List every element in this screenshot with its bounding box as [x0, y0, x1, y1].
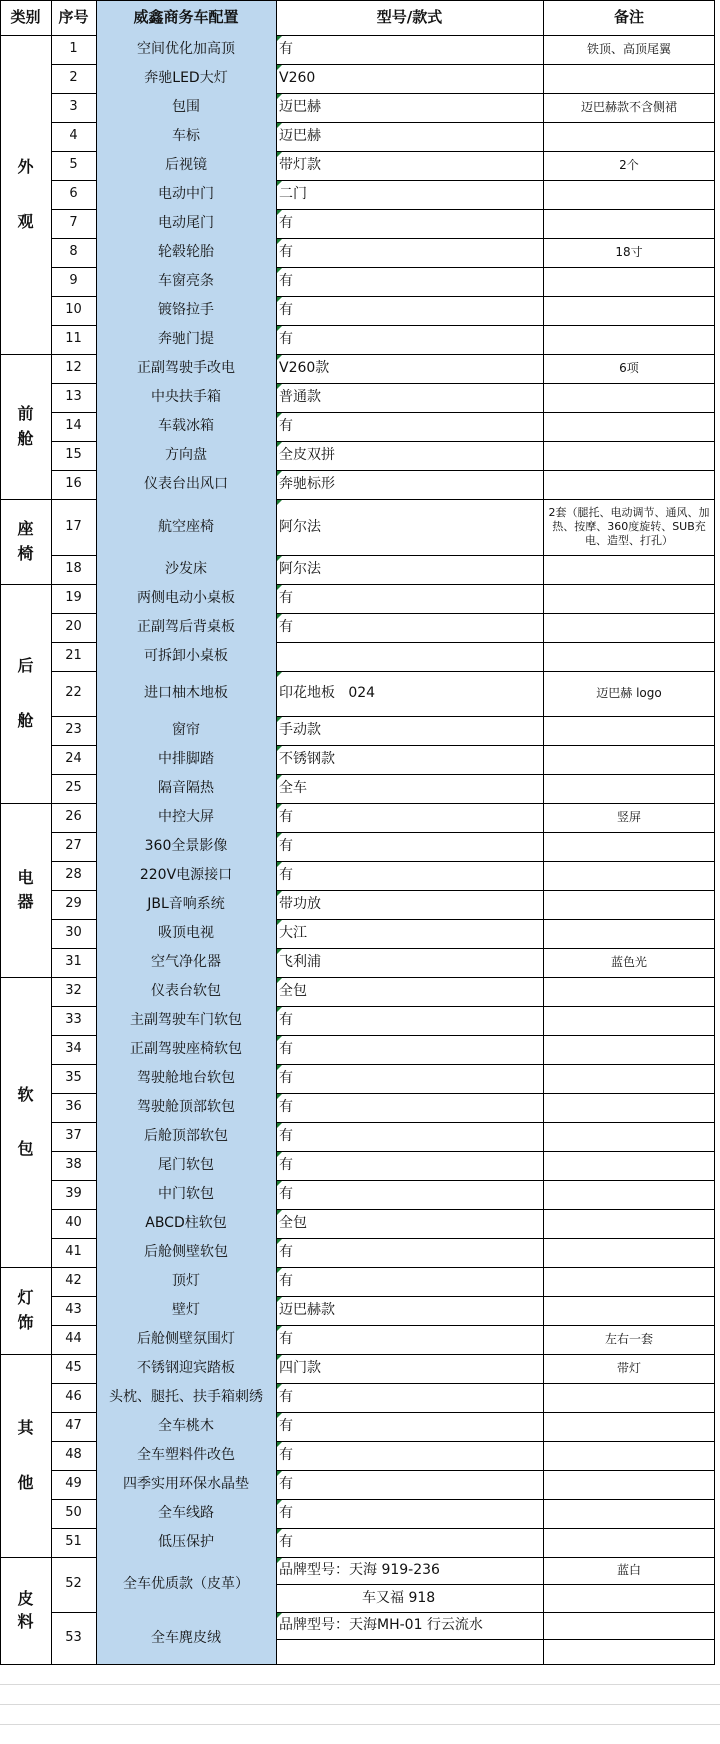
cell-comment-marker	[277, 1413, 282, 1418]
row-number: 7	[69, 215, 78, 231]
note-cell[interactable]	[543, 209, 715, 238]
grid-line	[714, 0, 715, 1665]
row-number: 16	[65, 476, 82, 492]
cell-comment-marker	[277, 1558, 282, 1563]
config-item: 正副驾后背桌板	[96, 613, 276, 642]
config-item: 后舱顶部软包	[96, 1122, 276, 1151]
config-item: 中控大屏	[96, 803, 276, 832]
model-cell[interactable]: 有	[279, 1244, 293, 1261]
row-number: 8	[69, 244, 78, 260]
model-cell[interactable]: 有	[279, 590, 293, 607]
row-number: 42	[65, 1273, 82, 1289]
cell-comment-marker	[277, 833, 282, 838]
note-cell[interactable]	[543, 64, 715, 93]
config-item: ABCD柱软包	[96, 1209, 276, 1238]
model-cell[interactable]: 有	[279, 1476, 293, 1493]
row-number: 4	[69, 128, 78, 144]
note-cell[interactable]	[543, 716, 715, 745]
note-cell[interactable]	[543, 832, 715, 861]
model-cell[interactable]: 印花地板 024	[279, 685, 376, 702]
config-item: 后舱侧壁软包	[96, 1238, 276, 1267]
note-cell[interactable]: 带灯	[616, 1360, 641, 1375]
model-cell[interactable]: 有	[279, 1418, 293, 1435]
row-number: 13	[65, 389, 82, 405]
cell-comment-marker	[277, 65, 282, 70]
row-number: 18	[65, 561, 82, 577]
model-cell[interactable]: 车又福 918	[362, 1589, 436, 1606]
note-cell[interactable]	[543, 977, 715, 1006]
note-cell[interactable]	[543, 919, 715, 948]
note-cell[interactable]	[543, 1151, 715, 1180]
config-item: 全车桃木	[96, 1412, 276, 1441]
config-item: 进口柚木地板	[96, 671, 276, 716]
cell-comment-marker	[277, 1065, 282, 1070]
config-item: 220V电源接口	[96, 861, 276, 890]
model-cell[interactable]: 带灯款	[279, 157, 321, 174]
config-item: 头枕、腿托、扶手箱刺绣	[96, 1383, 276, 1412]
config-item: 仪表台软包	[96, 977, 276, 1006]
note-cell[interactable]	[543, 1267, 715, 1296]
config-item: 尾门软包	[96, 1151, 276, 1180]
model-cell[interactable]: 不锈钢款	[279, 751, 335, 768]
model-cell[interactable]: 全包	[279, 1215, 307, 1232]
cell-comment-marker	[277, 717, 282, 722]
config-item: 中门软包	[96, 1180, 276, 1209]
note-cell[interactable]	[543, 861, 715, 890]
cell-comment-marker	[277, 239, 282, 244]
row-number: 19	[65, 590, 82, 606]
model-cell[interactable]: 有	[279, 838, 293, 855]
row-number: 29	[65, 896, 82, 912]
model-cell[interactable]: 有	[279, 1099, 293, 1116]
note-cell[interactable]: 迈巴赫 logo	[596, 685, 662, 700]
config-item: 奔驰LED大灯	[96, 64, 276, 93]
note-cell[interactable]: 迈巴赫款不含侧裙	[580, 99, 677, 114]
category-label: 其 他	[17, 1418, 34, 1492]
cell-comment-marker	[277, 1210, 282, 1215]
row-number: 43	[65, 1302, 82, 1318]
cell-comment-marker	[277, 1384, 282, 1389]
cell-comment-marker	[277, 471, 282, 476]
cell-comment-marker	[277, 123, 282, 128]
model-cell[interactable]: 手动款	[279, 722, 321, 739]
model-cell[interactable]: 阿尔法	[279, 518, 321, 535]
note-cell[interactable]	[543, 383, 715, 412]
note-cell[interactable]	[543, 1209, 715, 1238]
config-item: 两侧电动小桌板	[96, 584, 276, 613]
cell-comment-marker	[277, 746, 282, 751]
row-number: 49	[65, 1476, 82, 1492]
cell-comment-marker	[277, 862, 282, 867]
model-cell[interactable]: 四门款	[279, 1360, 321, 1377]
model-cell[interactable]: 迈巴赫	[279, 99, 321, 116]
cell-comment-marker	[277, 181, 282, 186]
model-cell[interactable]: 二门	[279, 186, 307, 203]
model-cell[interactable]: V260	[279, 70, 316, 87]
grid-line	[0, 1664, 715, 1665]
config-item: 电动中门	[96, 180, 276, 209]
row-number: 41	[65, 1244, 82, 1260]
model-cell[interactable]: 全包	[279, 983, 307, 1000]
cell-comment-marker	[277, 1094, 282, 1099]
row-number: 20	[65, 619, 82, 635]
row-number: 34	[65, 1041, 82, 1057]
row-number: 25	[65, 780, 82, 796]
row-number: 10	[65, 302, 82, 318]
row-number: 12	[65, 360, 82, 376]
row-number: 14	[65, 418, 82, 434]
grid-line	[543, 0, 544, 1665]
cell-comment-marker	[277, 978, 282, 983]
model-cell[interactable]: 有	[279, 41, 293, 58]
note-cell[interactable]	[543, 412, 715, 441]
cell-comment-marker	[277, 1442, 282, 1447]
cell-comment-marker	[277, 1007, 282, 1012]
model-cell[interactable]	[276, 642, 543, 671]
model-cell[interactable]: 有	[279, 1534, 293, 1551]
cell-comment-marker	[277, 775, 282, 780]
note-cell[interactable]	[543, 1093, 715, 1122]
cell-comment-marker	[277, 1297, 282, 1302]
row-number: 5	[69, 157, 78, 173]
model-cell[interactable]: 带功放	[279, 896, 321, 913]
cell-comment-marker	[277, 1239, 282, 1244]
config-item: 航空座椅	[96, 499, 276, 555]
config-item: 正副驾驶座椅软包	[96, 1035, 276, 1064]
model-cell[interactable]: 全皮双拼	[279, 447, 335, 464]
note-cell[interactable]	[543, 1470, 715, 1499]
cell-comment-marker	[277, 614, 282, 619]
note-cell[interactable]	[543, 296, 715, 325]
note-cell[interactable]: 铁顶、高顶尾翼	[586, 41, 671, 56]
config-item: 可拆卸小桌板	[96, 642, 276, 671]
model-cell[interactable]: 奔驰标形	[279, 476, 335, 493]
note-cell[interactable]	[543, 555, 715, 584]
row-number: 35	[65, 1070, 82, 1086]
config-item: 全车优质款（皮革）	[96, 1557, 276, 1612]
config-item: 顶灯	[96, 1267, 276, 1296]
cell-comment-marker	[277, 1471, 282, 1476]
note-cell[interactable]	[543, 1441, 715, 1470]
model-cell[interactable]: 大江	[279, 925, 307, 942]
config-item: 壁灯	[96, 1296, 276, 1325]
cell-comment-marker	[277, 949, 282, 954]
note-cell[interactable]	[543, 1296, 715, 1325]
grid-line	[0, 0, 1, 1665]
config-item: 不锈钢迎宾踏板	[96, 1354, 276, 1383]
row-number: 23	[65, 722, 82, 738]
model-cell[interactable]: 飞利浦	[279, 954, 321, 971]
row-number: 28	[65, 867, 82, 883]
header-model: 型号/款式	[376, 7, 443, 26]
config-item: 正副驾驶手改电	[96, 354, 276, 383]
cell-comment-marker	[277, 556, 282, 561]
config-item: 窗帘	[96, 716, 276, 745]
cell-comment-marker	[277, 326, 282, 331]
model-cell[interactable]	[276, 1639, 543, 1664]
note-cell[interactable]: 竖屏	[616, 809, 641, 824]
row-number: 32	[65, 983, 82, 999]
note-cell[interactable]	[543, 470, 715, 499]
model-cell[interactable]: 有	[279, 1505, 293, 1522]
config-item: 吸顶电视	[96, 919, 276, 948]
note-cell[interactable]	[543, 1035, 715, 1064]
category-label: 后 舱	[17, 656, 34, 730]
note-cell[interactable]	[543, 1584, 715, 1612]
cell-comment-marker	[277, 500, 282, 505]
row-number: 33	[65, 1012, 82, 1028]
note-cell[interactable]	[543, 1412, 715, 1441]
note-cell[interactable]	[543, 1122, 715, 1151]
row-number: 27	[65, 838, 82, 854]
model-cell[interactable]: 阿尔法	[279, 561, 321, 578]
config-item: 后舱侧壁氛围灯	[96, 1325, 276, 1354]
model-cell[interactable]: 有	[279, 619, 293, 636]
model-cell[interactable]: 有	[279, 273, 293, 290]
cell-comment-marker	[277, 1355, 282, 1360]
header-note: 备注	[613, 7, 644, 26]
cell-comment-marker	[277, 1181, 282, 1186]
category-label: 软 包	[17, 1084, 34, 1158]
model-cell[interactable]: 品牌型号：天海MH-01 行云流水	[279, 1617, 483, 1634]
row-number: 24	[65, 751, 82, 767]
model-cell[interactable]: 品牌型号：天海 919-236	[279, 1562, 440, 1579]
model-cell[interactable]: 有	[279, 1012, 293, 1029]
note-cell[interactable]: 2套（腿托、电动调节、通风、加热、按摩、360度旋转、SUB充电、造型、打孔）	[548, 505, 710, 548]
model-cell[interactable]: V260款	[279, 360, 330, 377]
model-cell[interactable]: 有	[279, 1186, 293, 1203]
cell-comment-marker	[277, 94, 282, 99]
row-number: 15	[65, 447, 82, 463]
config-item: 镀铬拉手	[96, 296, 276, 325]
category-label: 座 椅	[17, 519, 34, 563]
row-number: 1	[69, 41, 78, 57]
cell-comment-marker	[277, 920, 282, 925]
note-cell[interactable]: 18寸	[615, 244, 643, 259]
cell-comment-marker	[277, 384, 282, 389]
cell-comment-marker	[277, 355, 282, 360]
model-cell[interactable]: 有	[279, 1070, 293, 1087]
model-cell[interactable]: 有	[279, 1447, 293, 1464]
config-item: 车标	[96, 122, 276, 151]
model-cell[interactable]: 有	[279, 418, 293, 435]
cell-comment-marker	[277, 1529, 282, 1534]
category-label: 电 器	[17, 867, 34, 911]
row-number: 38	[65, 1157, 82, 1173]
note-cell[interactable]	[543, 1006, 715, 1035]
row-number: 26	[65, 809, 82, 825]
note-cell[interactable]	[543, 890, 715, 919]
model-cell[interactable]: 有	[279, 244, 293, 261]
config-item: 电动尾门	[96, 209, 276, 238]
config-item: 驾驶舱地台软包	[96, 1064, 276, 1093]
row-number: 11	[65, 331, 82, 347]
header-category: 类别	[10, 7, 41, 26]
header-seq: 序号	[58, 7, 89, 26]
note-cell[interactable]	[543, 613, 715, 642]
note-cell[interactable]	[543, 1528, 715, 1557]
cell-comment-marker	[277, 442, 282, 447]
row-number: 9	[69, 273, 78, 289]
note-cell[interactable]: 蓝色光	[610, 954, 647, 969]
note-cell[interactable]: 2个	[619, 157, 639, 172]
cell-comment-marker	[277, 585, 282, 590]
note-cell[interactable]	[543, 642, 715, 671]
header-config: 威鑫商务车配置	[96, 0, 276, 35]
cell-comment-marker	[277, 36, 282, 41]
config-item: 后视镜	[96, 151, 276, 180]
config-item: 全车线路	[96, 1499, 276, 1528]
model-cell[interactable]: 有	[279, 1041, 293, 1058]
row-number: 36	[65, 1099, 82, 1115]
note-cell[interactable]	[543, 1499, 715, 1528]
model-cell[interactable]: 有	[279, 1331, 293, 1348]
row-number: 22	[65, 685, 82, 701]
note-cell[interactable]	[543, 1180, 715, 1209]
category-label: 灯 饰	[17, 1288, 34, 1332]
row-number: 30	[65, 925, 82, 941]
category-label: 皮 料	[17, 1589, 34, 1631]
config-item: 中央扶手箱	[96, 383, 276, 412]
config-item: JBL音响系统	[96, 890, 276, 919]
row-number: 47	[65, 1418, 82, 1434]
row-number: 2	[69, 70, 78, 86]
cell-comment-marker	[277, 297, 282, 302]
grid-line	[96, 0, 97, 1665]
config-item: 轮毂轮胎	[96, 238, 276, 267]
model-cell[interactable]: 普通款	[279, 389, 321, 406]
row-number: 3	[69, 99, 78, 115]
note-cell[interactable]: 蓝白	[616, 1562, 641, 1577]
row-number: 40	[65, 1215, 82, 1231]
note-cell[interactable]: 6项	[619, 360, 639, 375]
cell-comment-marker	[277, 1152, 282, 1157]
cell-comment-marker	[277, 672, 282, 677]
row-number: 44	[65, 1331, 82, 1347]
config-item: 低压保护	[96, 1528, 276, 1557]
row-number: 37	[65, 1128, 82, 1144]
category-label: 外 观	[17, 157, 34, 231]
row-number: 52	[65, 1576, 82, 1592]
config-item: 方向盘	[96, 441, 276, 470]
cell-comment-marker	[277, 1123, 282, 1128]
note-cell[interactable]	[543, 1639, 715, 1664]
config-item: 主副驾驶车门软包	[96, 1006, 276, 1035]
note-cell[interactable]	[543, 180, 715, 209]
empty-grid-line	[0, 1724, 720, 1725]
note-cell[interactable]	[543, 1064, 715, 1093]
model-cell[interactable]: 有	[279, 1157, 293, 1174]
cell-comment-marker	[277, 413, 282, 418]
note-cell[interactable]	[543, 441, 715, 470]
note-cell[interactable]	[543, 267, 715, 296]
note-cell[interactable]	[543, 584, 715, 613]
row-number: 48	[65, 1447, 82, 1463]
model-cell[interactable]: 有	[279, 1128, 293, 1145]
cell-comment-marker	[277, 152, 282, 157]
cell-comment-marker	[277, 1326, 282, 1331]
note-cell[interactable]	[543, 1238, 715, 1267]
note-cell[interactable]	[543, 1383, 715, 1412]
config-item: 包围	[96, 93, 276, 122]
note-cell[interactable]: 左右一套	[604, 1331, 653, 1346]
config-item: 车载冰箱	[96, 412, 276, 441]
config-item: 车窗亮条	[96, 267, 276, 296]
model-cell[interactable]: 有	[279, 867, 293, 884]
cell-comment-marker	[277, 1036, 282, 1041]
config-item: 空间优化加高顶	[96, 35, 276, 64]
model-cell[interactable]: 有	[279, 215, 293, 232]
grid-line	[0, 0, 715, 1]
config-item: 中排脚踏	[96, 745, 276, 774]
row-number: 50	[65, 1505, 82, 1521]
row-number: 31	[65, 954, 82, 970]
row-number: 6	[69, 186, 78, 202]
row-number: 17	[65, 518, 82, 534]
empty-grid-line	[0, 1684, 720, 1685]
row-number: 39	[65, 1186, 82, 1202]
model-cell[interactable]: 全车	[279, 780, 307, 797]
model-cell[interactable]: 有	[279, 331, 293, 348]
note-cell[interactable]	[543, 774, 715, 803]
model-cell[interactable]: 有	[279, 809, 293, 826]
model-cell[interactable]: 有	[279, 1389, 293, 1406]
cell-comment-marker	[277, 804, 282, 809]
row-number: 53	[65, 1629, 82, 1645]
row-number: 46	[65, 1389, 82, 1405]
category-label: 前 舱	[17, 404, 34, 448]
model-cell[interactable]: 有	[279, 302, 293, 319]
grid-line	[51, 0, 52, 1665]
model-cell[interactable]: 有	[279, 1273, 293, 1290]
cell-comment-marker	[277, 210, 282, 215]
cell-comment-marker	[277, 1613, 282, 1618]
config-item: 四季实用环保水晶垫	[96, 1470, 276, 1499]
cell-comment-marker	[277, 1268, 282, 1273]
note-cell[interactable]	[543, 1612, 715, 1639]
note-cell[interactable]	[543, 122, 715, 151]
config-item: 360全景影像	[96, 832, 276, 861]
note-cell[interactable]	[543, 745, 715, 774]
cell-comment-marker	[277, 891, 282, 896]
note-cell[interactable]	[543, 325, 715, 354]
config-item: 空气净化器	[96, 948, 276, 977]
empty-grid-line	[0, 1704, 720, 1705]
cell-comment-marker	[277, 268, 282, 273]
config-item: 奔驰门提	[96, 325, 276, 354]
grid-line	[276, 0, 277, 1665]
row-number: 51	[65, 1534, 82, 1550]
row-number: 21	[65, 648, 82, 664]
cell-comment-marker	[277, 1500, 282, 1505]
model-cell[interactable]: 迈巴赫	[279, 128, 321, 145]
row-number: 45	[65, 1360, 82, 1376]
config-item: 仪表台出风口	[96, 470, 276, 499]
config-item: 驾驶舱顶部软包	[96, 1093, 276, 1122]
model-cell[interactable]: 迈巴赫款	[279, 1302, 335, 1319]
config-item: 全车麂皮绒	[96, 1612, 276, 1664]
config-item: 沙发床	[96, 555, 276, 584]
config-item: 全车塑料件改色	[96, 1441, 276, 1470]
config-item: 隔音隔热	[96, 774, 276, 803]
